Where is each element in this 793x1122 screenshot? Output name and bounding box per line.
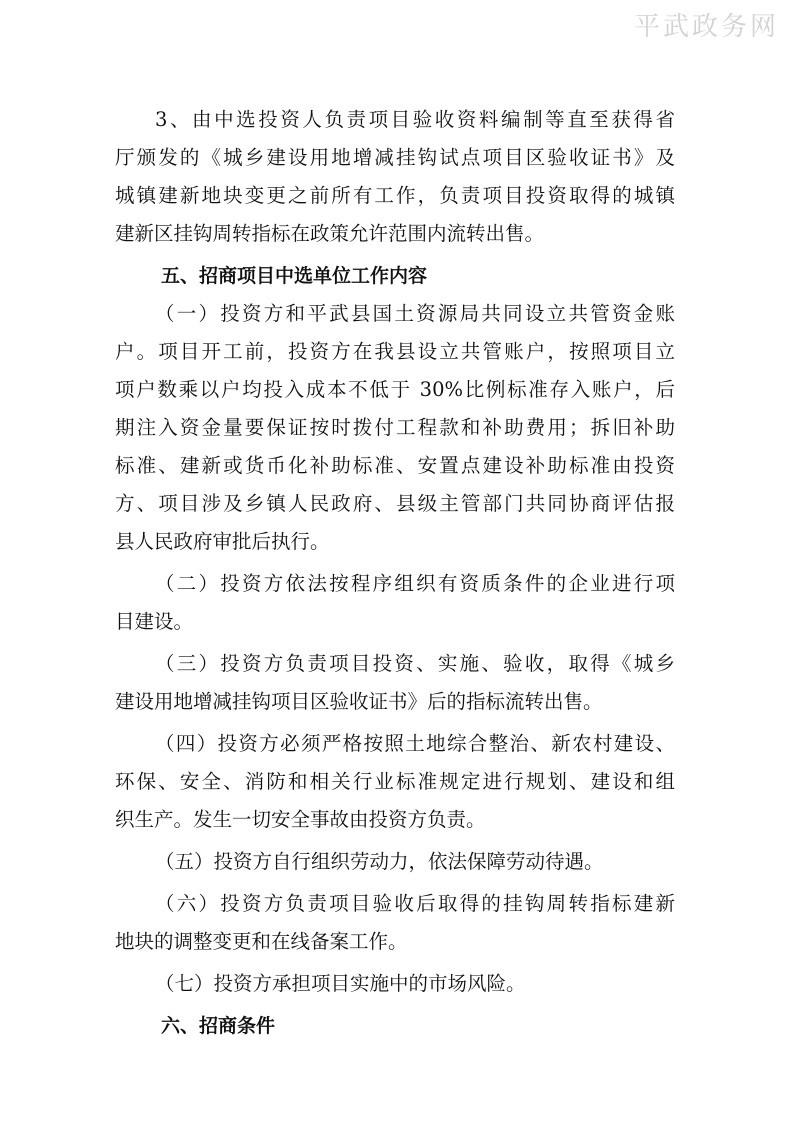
text-line: （七）投资方承担项目实施中的市场风险。 — [155, 972, 526, 995]
text-line: 户。项目开工前，投资方在我县设立共管账户，按照项目立 — [115, 340, 675, 363]
paragraph-clause-6 — [115, 885, 675, 961]
text-line: 县人民政府审批后执行。 — [115, 530, 330, 553]
text-line: 方、项目涉及乡镇人民政府、县级主管部门共同协商评估报 — [115, 492, 675, 515]
text-line: （五）投资方自行组织劳动力，依法保障劳动待遇。 — [155, 850, 604, 873]
text-line: 织生产。发生一切安全事故由投资方负责。 — [115, 808, 486, 831]
text-line: 期注入资金量要保证按时拨付工程款和补助费用；拆旧补助 — [115, 416, 675, 439]
text-line: （四）投资方必须严格按照土地综合整治、新农村建设、 — [155, 732, 675, 755]
text-line: 地块的调整变更和在线备案工作。 — [115, 930, 408, 953]
text-line: 项户数乘以户均投入成本不低于 30%比例标准存入账户，后 — [115, 378, 675, 401]
text-line: 厅颁发的《城乡建设用地增减挂钩试点项目区验收证书》及 — [115, 146, 675, 169]
paragraph-clause-5 — [115, 843, 675, 881]
text-line: 3、由中选投资人负责项目验收资料编制等直至获得省 — [155, 108, 675, 131]
paragraph-clause-3 — [115, 645, 675, 721]
paragraph-item-3 — [115, 101, 675, 253]
watermark-text: 平武政务网 — [633, 12, 779, 42]
text-line: （三）投资方负责项目投资、实施、验收，取得《城乡 — [155, 652, 675, 675]
paragraph-clause-2 — [115, 565, 675, 641]
text-line: （六）投资方负责项目验收后取得的挂钩周转指标建新 — [155, 892, 675, 915]
text-line: 环保、安全、消防和相关行业标准规定进行规划、建设和组 — [115, 770, 675, 793]
text-line: 标准、建新或货币化补助标准、安置点建设补助标准由投资 — [115, 454, 675, 477]
paragraph-clause-4 — [115, 725, 675, 839]
section-heading-5: 五、招商项目中选单位工作内容 — [161, 265, 428, 287]
text-line: 目建设。 — [115, 610, 194, 633]
text-line: 建设用地增减挂钩项目区验收证书》后的指标流转出售。 — [115, 690, 603, 713]
text-line: 建新区挂钩周转指标在政策允许范围内流转出售。 — [115, 222, 545, 245]
text-line: （二）投资方依法按程序组织有资质条件的企业进行项 — [155, 572, 675, 595]
document-body — [115, 101, 675, 1045]
text-line: 城镇建新地块变更之前所有工作，负责项目投资取得的城镇 — [115, 184, 675, 207]
paragraph-clause-1 — [115, 295, 675, 561]
section-heading-6: 六、招商条件 — [161, 1015, 276, 1037]
paragraph-clause-7 — [115, 965, 675, 1003]
text-line: （一）投资方和平武县国土资源局共同设立共管资金账 — [155, 302, 675, 325]
